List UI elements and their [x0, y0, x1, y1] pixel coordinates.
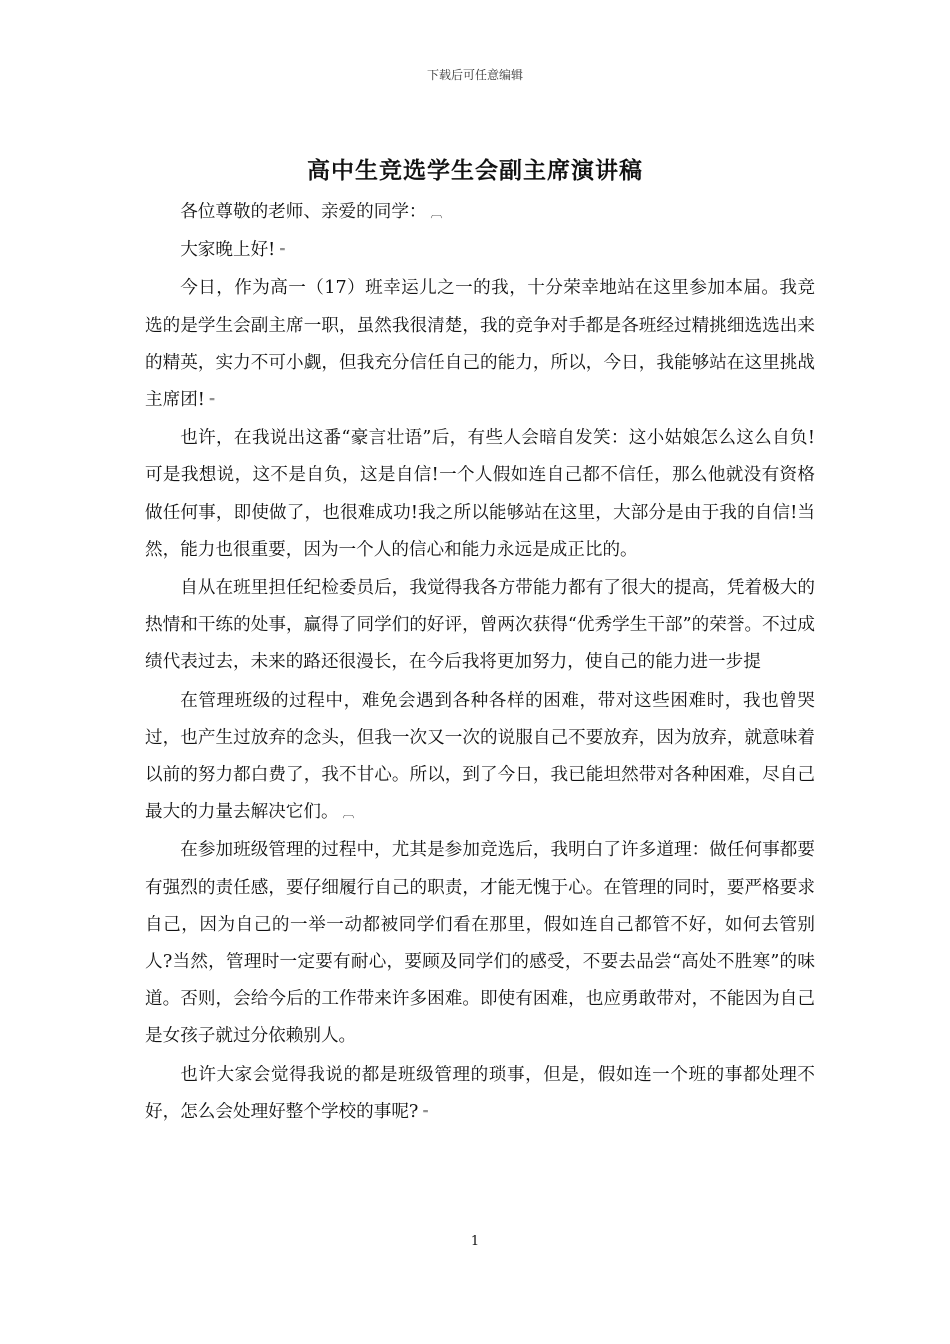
paragraph-text: 在参加班级管理的过程中，尤其是参加竞选后，我明白了许多道理：做任何事都要有强烈的责任感，要仔细履行自己的职责，才能无愧于心。在管理的同时，要严格要求自己，因为自己的一举一动都被同学们看在那里，假如连自己都管不好，如何去管别人?当然，管理时一定要有耐心，要顾及同学们的感受，不要去品尝“高处不胜寒”的味道。否则，会给今后的工作带来许多困难。即使有困难，也应勇敢带对，不能因为自己是女孩子就过分依赖别人。 [145, 840, 815, 1047]
document-title: 高中生竞选学生会副主席演讲稿 [307, 157, 643, 184]
format-mark: ⁼ [208, 394, 216, 409]
paragraph-lessons [145, 832, 815, 1056]
format-mark: ︹ [430, 206, 443, 220]
page-number: 1 [470, 1234, 480, 1249]
format-mark: ⁼ [422, 1105, 429, 1120]
paragraph-text: 各位尊敬的老师、亲爱的同学： [180, 202, 427, 222]
paragraph-text: 也许，在我说出这番“豪言壮语”后，有些人会暗自发笑：这小姑娘怎么这么自负!可是我想说，这不是自负，这是自信!一个人假如连自己都不信任，那么他就没有资格做任何事，即使做了，也很难成功!我之所以能够站在这里，大部分是由于我的自信!当然，能力也很重要，因为一个人的信心和能力永远是成正比的。 [145, 428, 815, 560]
paragraph-text: 大家晚上好! [180, 240, 276, 261]
paragraph-introduction [145, 270, 815, 420]
format-mark: ︹ [342, 806, 355, 821]
paragraph-text: 今日，作为高一（17）班幸运儿之一的我，十分荣幸地站在这里参加本届。我竞选的是学生会副主席一职，虽然我很清楚，我的竞争对手都是各班经过精挑细选选出来的精英，实力不可小觑，但我充分信任自己的能力，所以，今日，我能够站在这里挑战主席团! [145, 278, 815, 411]
paragraph-text: 在管理班级的过程中，难免会遇到各种各样的困难，带对这些困难时，我也曾哭过，也产生过放弃的念头，但我一次又一次的说服自己不要放弃，因为放弃，就意味着以前的努力都白费了，我不甘心。所以，到了今日，我已能坦然带对各种困难，尽自己最大的力量去解决它们。 [145, 690, 815, 823]
paragraph-text: 也许大家会觉得我说的都是班级管理的琐事，但是，假如连一个班的事都处理不好，怎么会处理好整个学校的事呢? [145, 1064, 815, 1122]
speech-body [145, 194, 815, 1132]
paragraph-confidence [145, 420, 815, 570]
paragraph-experience [145, 570, 815, 683]
paragraph-greeting [145, 194, 815, 232]
paragraph-salutation [145, 232, 815, 270]
header-note: 下载后可任意编辑 [426, 68, 523, 82]
paragraph-text: 自从在班里担任纪检委员后，我觉得我各方带能力都有了很大的提高，凭着极大的热情和干练的处事，赢得了同学们的好评，曾两次获得“优秀学生干部”的荣誉。不过成绩代表过去，未来的路还很漫长，在今后我将更加努力，使自己的能力进一步提 [145, 578, 815, 673]
paragraph-conclusion [145, 1057, 815, 1132]
format-mark: ⁼ [279, 244, 286, 259]
paragraph-difficulties [145, 683, 815, 833]
